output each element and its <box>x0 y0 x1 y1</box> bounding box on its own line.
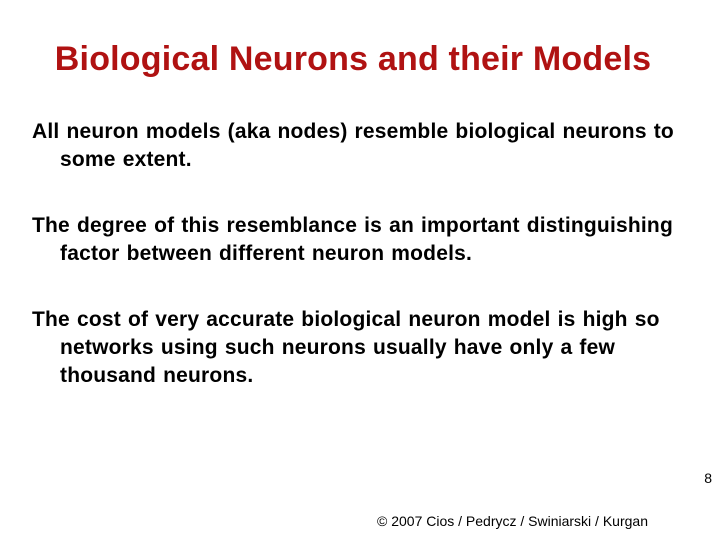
paragraph-2: The degree of this resemblance is an important distinguishing factor between different neuron models. <box>32 214 673 265</box>
copyright-notice: © 2007 Cios / Pedrycz / Swiniarski / Kurgan <box>377 513 648 529</box>
paragraph-1: All neuron models (aka nodes) resemble biological neurons to some extent. <box>32 120 674 171</box>
slide-title: Biological Neurons and their Models <box>54 40 652 78</box>
page-number: 8 <box>704 470 712 486</box>
paragraph-3: The cost of very accurate biological neuron model is high so networks using such neurons usually have only a few thousand neurons. <box>32 308 660 387</box>
slide-body <box>32 118 702 428</box>
